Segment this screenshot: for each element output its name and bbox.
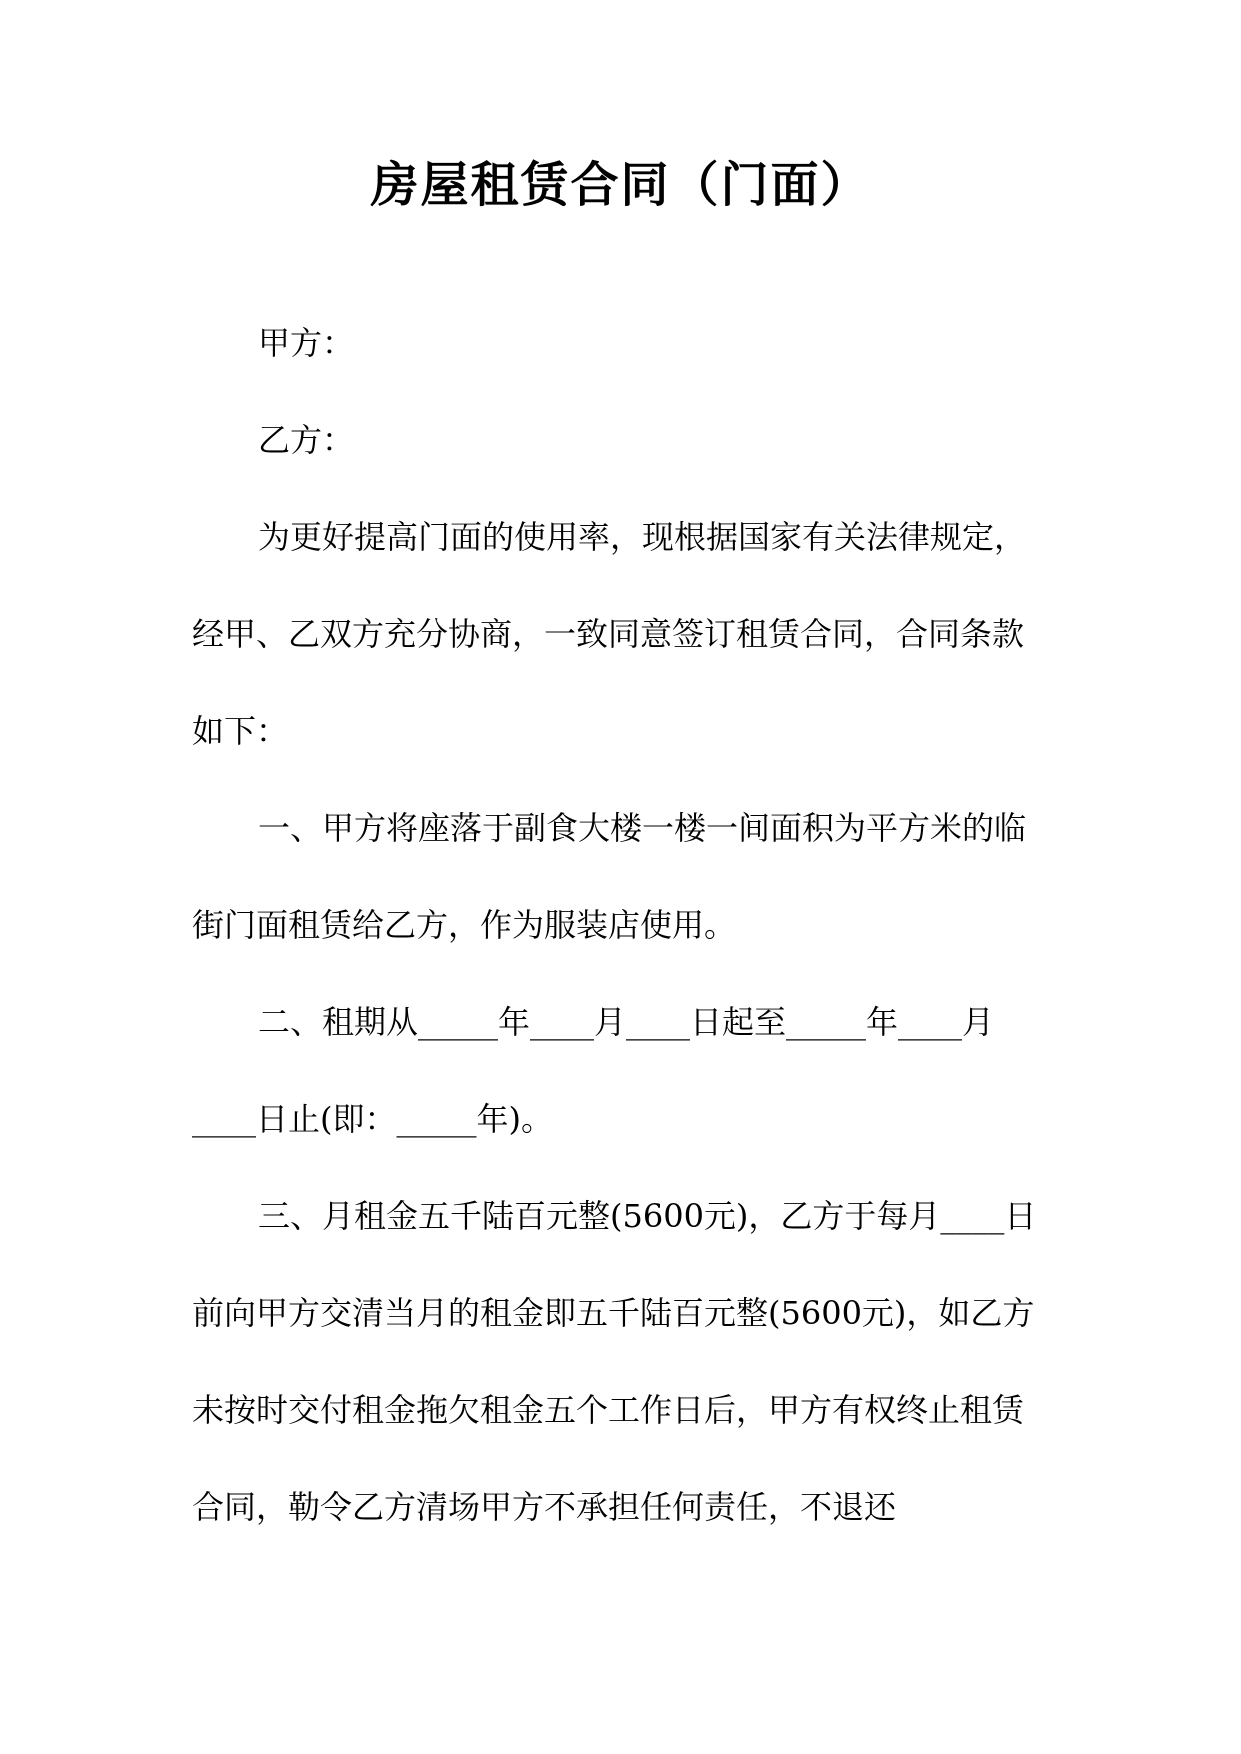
document-title: 房屋租赁合同（门面）: [370, 157, 871, 213]
preamble-paragraph: 为更好提高门面的使用率，现根据国家有关法律规定，经甲、乙双方充分协商，一致同意签订租赁合同，合同条款如下：: [192, 518, 1027, 750]
clause-2-paragraph: 二、租期从_____年____月____日起至_____年____月____日止(即：_____年)。: [192, 1003, 995, 1138]
party-a-line: 甲方：: [258, 324, 355, 362]
clause-1-paragraph: 一、甲方将座落于副食大楼一楼一间面积为平方米的临街门面租赁给乙方，作为服装店使用。: [192, 809, 1027, 944]
party-b-line: 乙方：: [258, 421, 355, 459]
document-body: [192, 295, 1042, 1556]
clause-3-paragraph: 三、月租金五千陆百元整(5600元)，乙方于每月____日前向甲方交清当月的租金即五千陆百元整(5600元)，如乙方未按时交付租金拖欠租金五个工作日后，甲方有权终止租赁合同，勒令乙方清场甲方不承担任何责任，不退还: [192, 1197, 1037, 1526]
